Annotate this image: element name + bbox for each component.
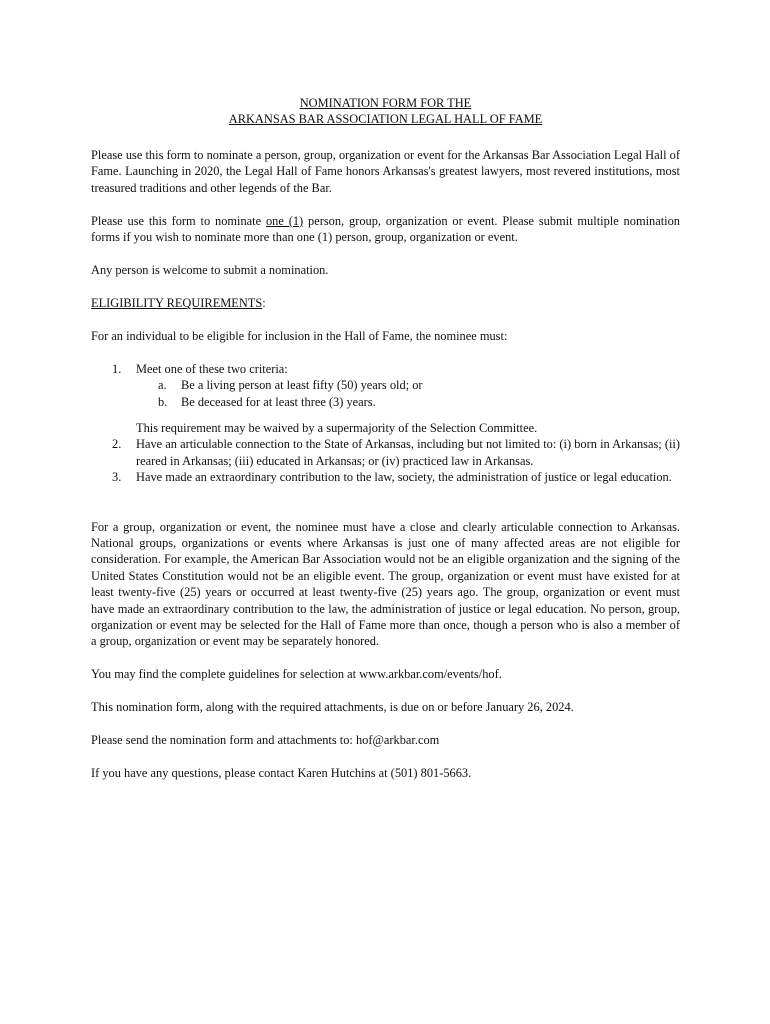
eligibility-heading — [91, 295, 680, 311]
one-underlined: one (1) — [265, 213, 304, 228]
sub-criteria-list — [136, 377, 680, 410]
item-number: 3. — [112, 470, 122, 485]
intro-paragraph: Please use this form to nominate a person, group, organization or event for the Arkansas Bar Association Legal Hall of Fame. Launching in 2020, the Legal Hall of Fame honors Arkansas's greatest lawyers, most revered institutions, most treasured traditions and other legends of the Bar. — [91, 148, 680, 195]
sub-letter: b. — [158, 394, 168, 409]
waiver-note: This requirement may be waived by a supermajority of the Selection Committee. — [136, 420, 538, 435]
criteria-item — [91, 436, 680, 469]
item-text: Have an articulable connection to the State of Arkansas, including but not limited to: (i) born in Arkansas; (ii) reared in Arkansas; (iii) educated in Arkansas; or (iv) practiced law in Arkansas. — [136, 437, 680, 468]
sub-criteria-item — [136, 394, 680, 410]
sub-letter: a. — [158, 378, 167, 393]
send-paragraph: Please send the nomination form and attachments to: hof@arkbar.com — [91, 733, 440, 748]
group-eligibility-paragraph: For a group, organization or event, the nominee must have a close and clearly articulable connection to Arkansas. National groups, organizations or events where Arkansas is just one of many affected areas are not eligible for consideration. For example, the American Bar Association would not be an eligible organization and the signing of the United States Constitution would not be an eligible event. The group, organization or event must have existed for at least twenty-five (25) years or occurred at least twenty-five (25) years ago. The group, organization or event must have made an extraordinary contribution to the law, the administration of justice or legal education. No person, group, organization or event may be selected for the Hall of Fame more than once, though a person who is also a member of a group, organization or event may be separately honored. — [91, 519, 680, 649]
due-date-paragraph: This nomination form, along with the required attachments, is due on or before January 26, 2024. — [91, 700, 574, 715]
item-text: Have made an extraordinary contribution to the law, society, the administration of justice or legal education. — [136, 470, 672, 485]
sub-text: Be deceased for at least three (3) years. — [181, 394, 376, 409]
title-line-2: ARKANSAS BAR ASSOCIATION LEGAL HALL OF FAME — [228, 112, 543, 126]
criteria-item — [91, 469, 680, 485]
sub-criteria-item — [136, 377, 680, 393]
criteria-list — [91, 361, 680, 486]
individual-intro: For an individual to be eligible for inclusion in the Hall of Fame, the nominee must: — [91, 328, 508, 343]
guidelines-paragraph: You may find the complete guidelines for selection at www.arkbar.com/events/hof. — [91, 667, 502, 682]
item-text: Meet one of these two criteria: — [136, 361, 288, 376]
document-page — [91, 95, 680, 781]
page-title — [91, 95, 680, 127]
nominate-text-before: Please use this form to nominate — [91, 213, 266, 228]
item-number: 1. — [112, 361, 122, 376]
criteria-item — [91, 361, 680, 437]
nominate-one-paragraph — [91, 213, 680, 246]
contact-paragraph: If you have any questions, please contact Karen Hutchins at (501) 801-5663. — [91, 766, 472, 781]
title-line-1: NOMINATION FORM FOR THE — [299, 96, 472, 110]
nominate-text-after: person, group, organization or event. Please submit multiple nomination forms if you wish to nominate more than one (1) person, group, organization or event. — [91, 213, 680, 245]
sub-text: Be a living person at least fifty (50) years old; or — [181, 378, 423, 393]
anyone-paragraph: Any person is welcome to submit a nomination. — [91, 263, 329, 278]
eligibility-heading-colon: : — [262, 295, 266, 310]
eligibility-heading-text: ELIGIBILITY REQUIREMENTS — [91, 295, 263, 310]
item-number: 2. — [112, 437, 122, 452]
